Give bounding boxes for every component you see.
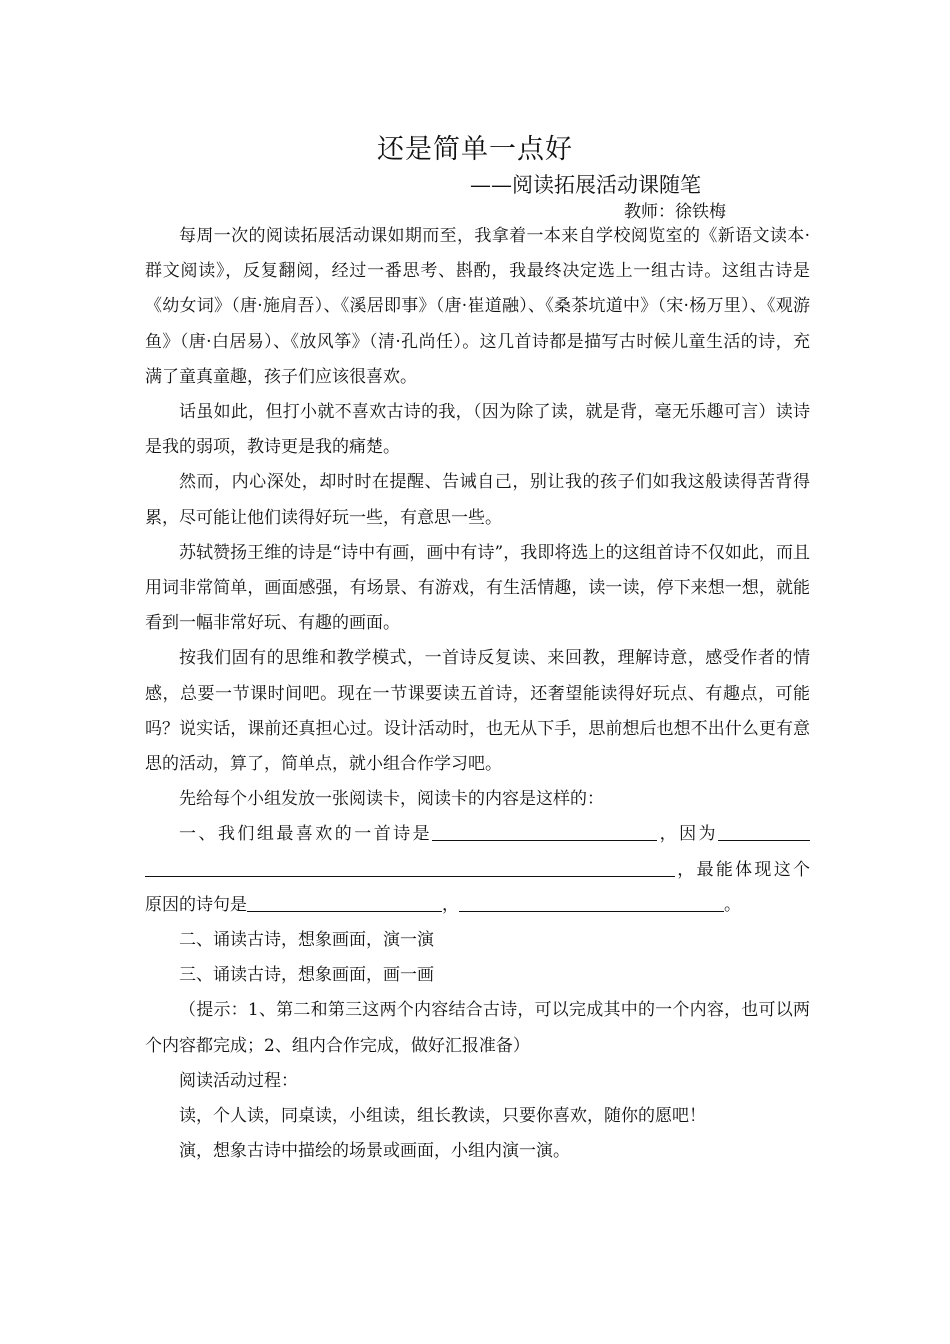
- paragraph: 每周一次的阅读拓展活动课如期而至，我拿着一本来自学校阅览室的《新语文读本·群文阅读》，反复翻阅，经过一番思考、斟酌，我最终决定选上一组古诗。这组古诗是《幼女词》（唐·施肩吾）、《溪居即事》（唐·崔道融）、《桑茶坑道中》（宋·杨万里）、《观游鱼》（唐·白居易）、《放风筝》（清·孔尚任）。这几首诗都是描写古时候儿童生活的诗，充满了童真童趣，孩子们应该很喜欢。: [145, 226, 810, 387]
- author-line: 教师：徐铁梅: [624, 202, 726, 222]
- paragraph: 按我们固有的思维和教学模式，一首诗反复读、来回教，理解诗意，感受作者的情感，总要一节课时间吧。现在一节课要读五首诗，还奢望能读得好玩点、有趣点，可能吗？说实话，课前还真担心过。设计活动时，也无从下手，思前想后也想不出什么更有意思的活动，算了，简单点，就小组合作学习吧。: [145, 648, 810, 775]
- page-title: 还是简单一点好: [377, 134, 573, 165]
- reading-card-item-3: 三、诵读古诗，想象画面，画一画: [179, 965, 434, 986]
- paragraph: 先给每个小组发放一张阅读卡，阅读卡的内容是这样的：: [179, 789, 604, 810]
- article-body: [145, 219, 810, 1169]
- paragraph: 然而，内心深处，却时时在提醒、告诫自己，别让我的孩子们如我这般读得苦背得累，尽可能让他们读得好玩一些，有意思一些。: [145, 472, 810, 528]
- reading-card-hint: （提示：1、第二和第三这两个内容结合古诗，可以完成其中的一个内容，也可以两个内容都完成；2、组内合作完成，做好汇报准备）: [145, 1000, 810, 1056]
- paragraph: 话虽如此，但打小就不喜欢古诗的我，（因为除了读，就是背，毫无乐趣可言）读诗是我的弱项，教诗更是我的痛楚。: [145, 402, 810, 458]
- reading-card-item-1: 一、我们组最喜欢的一首诗是 ，因为，最能体现这个原因的诗句是 ， 。: [145, 824, 810, 915]
- reading-card-item-2: 二、诵读古诗，想象画面，演一演: [179, 930, 434, 951]
- blank-reason: [145, 859, 675, 877]
- blank-verse-1: [247, 894, 442, 912]
- process-heading: 阅读活动过程：: [179, 1070, 298, 1091]
- blank-reason-start: [718, 823, 810, 841]
- paragraph: 苏轼赞扬王维的诗是“诗中有画，画中有诗”，我即将选上的这组首诗不仅如此，而且用词非常简单，画面感强，有场景、有游戏，有生活情趣，读一读，停下来想一想，就能看到一幅非常好玩、有趣的画面。: [145, 542, 810, 634]
- blank-verse-2: [459, 894, 724, 912]
- page-subtitle: ——阅读拓展活动课随笔: [470, 173, 701, 197]
- process-act: 演，想象古诗中描绘的场景或画面，小组内演一演。: [179, 1141, 570, 1162]
- process-read: 读，个人读，同桌读，小组读，组长教读，只要你喜欢，随你的愿吧！: [179, 1106, 706, 1127]
- blank-favorite-poem: [432, 823, 657, 841]
